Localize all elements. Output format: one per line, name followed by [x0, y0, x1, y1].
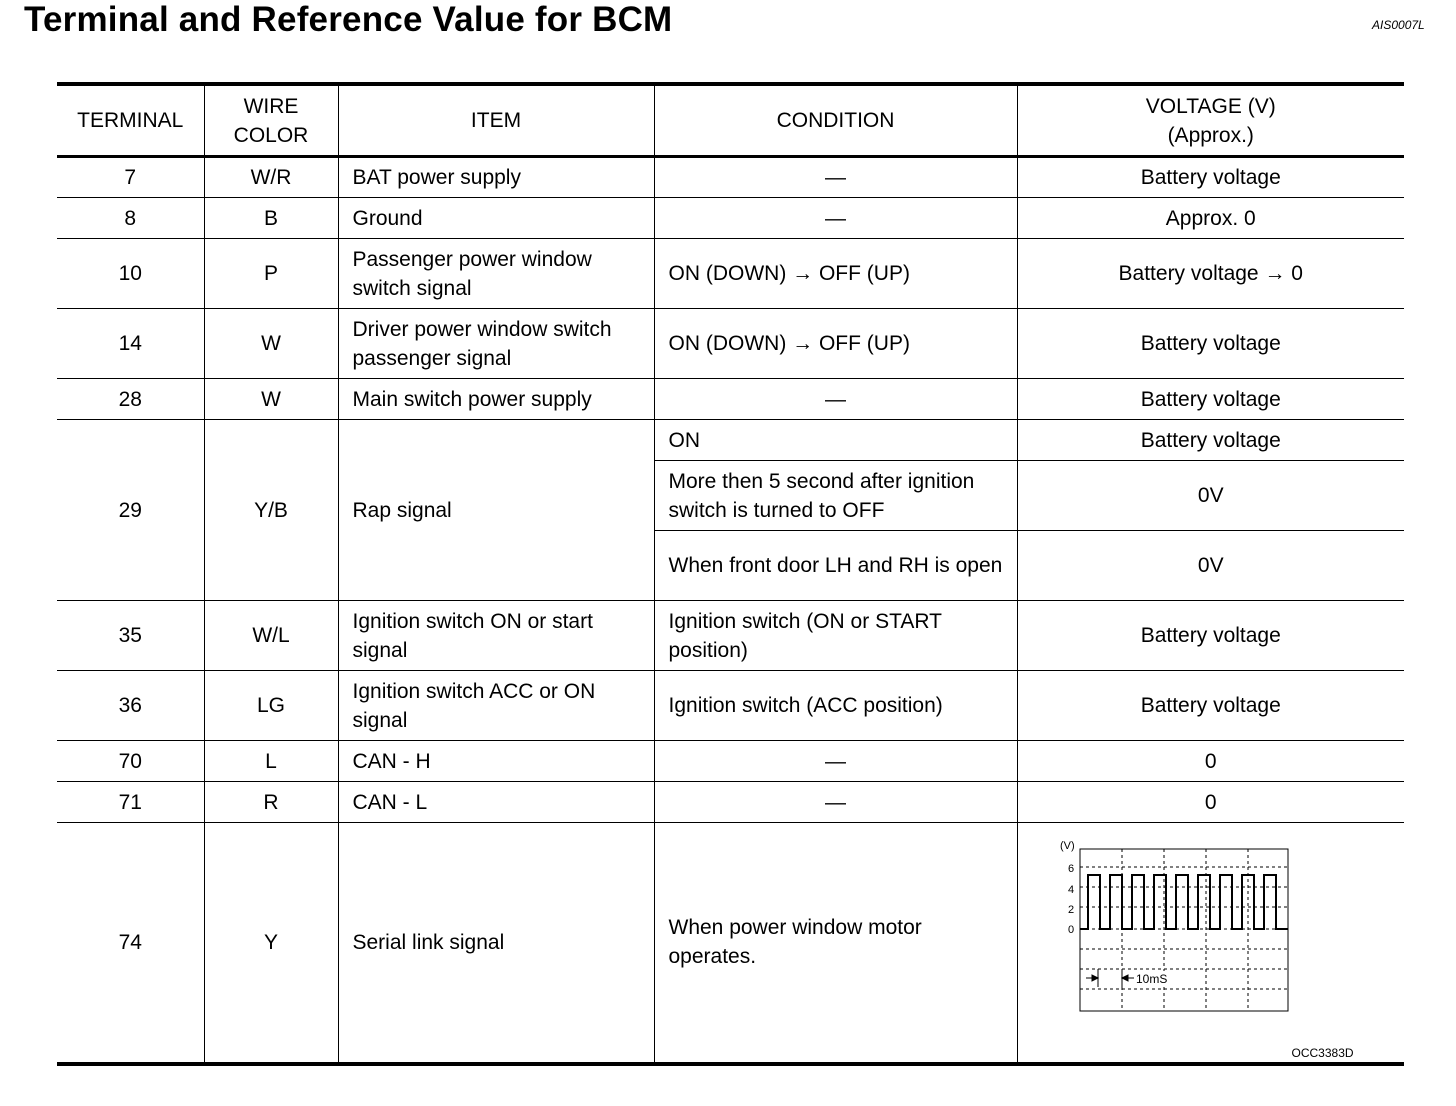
serial-link-waveform: [1058, 837, 1298, 1013]
terminal-cell: 10: [57, 239, 204, 309]
condition-cell: ON (DOWN) → OFF (UP): [654, 309, 1017, 379]
condition-cell: ON (DOWN) → OFF (UP): [654, 239, 1017, 309]
header-condition: CONDITION: [654, 84, 1017, 157]
item-cell: Main switch power supply: [338, 379, 654, 420]
item-cell: CAN - L: [338, 782, 654, 823]
waveform-y-tick: 4: [1067, 884, 1074, 896]
wire-color-cell: W/R: [204, 157, 338, 198]
header-terminal: TERMINAL: [57, 84, 204, 157]
voltage-cell: Battery voltage: [1017, 420, 1404, 461]
header-wire-color: WIRE COLOR: [204, 84, 338, 157]
table-row: [57, 239, 1404, 309]
item-cell: Ground: [338, 198, 654, 239]
voltage-cell: Battery voltage: [1017, 601, 1404, 671]
wire-color-cell: LG: [204, 671, 338, 741]
terminal-cell: 70: [57, 741, 204, 782]
voltage-cell: Approx. 0: [1017, 198, 1404, 239]
table-row: [57, 309, 1404, 379]
wire-color-cell: W: [204, 309, 338, 379]
condition-cell: —: [654, 198, 1017, 239]
voltage-cell: 0: [1017, 782, 1404, 823]
waveform-y-tick: 0: [1067, 924, 1074, 936]
condition-cell: More then 5 second after ignition switch is turned to OFF: [654, 461, 1017, 531]
wire-color-cell: B: [204, 198, 338, 239]
terminal-cell: 8: [57, 198, 204, 239]
table-row: [57, 198, 1404, 239]
terminal-cell: 14: [57, 309, 204, 379]
condition-cell: —: [654, 782, 1017, 823]
voltage-cell: Battery voltage: [1017, 157, 1404, 198]
wire-color-cell: W/L: [204, 601, 338, 671]
terminal-cell: 35: [57, 601, 204, 671]
header-row: [57, 84, 1404, 157]
table-row: [57, 741, 1404, 782]
terminal-cell: 7: [57, 157, 204, 198]
condition-cell: Ignition switch (ACC position): [654, 671, 1017, 741]
waveform-y-tick: 2: [1067, 904, 1074, 916]
time-division-marker: [1086, 969, 1134, 987]
condition-cell: —: [654, 741, 1017, 782]
table-row: [57, 671, 1404, 741]
table-row: [57, 823, 1404, 1064]
document-id: AIS0007L: [1372, 18, 1425, 32]
terminal-cell: 28: [57, 379, 204, 420]
wire-color-cell: Y/B: [204, 420, 338, 601]
wire-color-cell: R: [204, 782, 338, 823]
terminal-cell: 36: [57, 671, 204, 741]
condition-cell: When front door LH and RH is open: [654, 531, 1017, 601]
table-row: [57, 782, 1404, 823]
header-voltage: VOLTAGE (V) (Approx.): [1017, 84, 1404, 157]
table-row: [57, 420, 1404, 461]
item-cell: Passenger power window switch signal: [338, 239, 654, 309]
page-title: Terminal and Reference Value for BCM: [24, 0, 673, 39]
waveform-y-tick: 6: [1067, 863, 1074, 875]
waveform-signal-line: [1080, 875, 1288, 929]
item-cell: Rap signal: [338, 420, 654, 601]
voltage-cell: Battery voltage: [1017, 671, 1404, 741]
wire-color-cell: P: [204, 239, 338, 309]
item-cell: Serial link signal: [338, 823, 654, 1064]
wire-color-cell: Y: [204, 823, 338, 1064]
item-cell: Driver power window switch passenger signal: [338, 309, 654, 379]
condition-cell: —: [654, 379, 1017, 420]
table-row: [57, 601, 1404, 671]
table-row: [57, 157, 1404, 198]
figure-id: OCC3383D: [1291, 1046, 1354, 1060]
voltage-cell: Battery voltage → 0: [1017, 239, 1404, 309]
waveform-time-label: 10mS: [1135, 972, 1167, 986]
table-row: [57, 379, 1404, 420]
voltage-cell: Battery voltage: [1017, 379, 1404, 420]
item-cell: Ignition switch ON or start signal: [338, 601, 654, 671]
voltage-waveform-cell: [1017, 823, 1404, 1064]
voltage-cell: 0: [1017, 741, 1404, 782]
item-cell: CAN - H: [338, 741, 654, 782]
wire-color-cell: W: [204, 379, 338, 420]
condition-cell: Ignition switch (ON or START position): [654, 601, 1017, 671]
reference-table: [57, 82, 1404, 1066]
voltage-cell: Battery voltage: [1017, 309, 1404, 379]
terminal-cell: 74: [57, 823, 204, 1064]
voltage-cell: 0V: [1017, 461, 1404, 531]
voltage-cell: 0V: [1017, 531, 1404, 601]
item-cell: Ignition switch ACC or ON signal: [338, 671, 654, 741]
condition-cell: When power window motor operates.: [654, 823, 1017, 1064]
waveform-unit-label: (V): [1059, 840, 1075, 852]
condition-cell: —: [654, 157, 1017, 198]
terminal-cell: 71: [57, 782, 204, 823]
header-item: ITEM: [338, 84, 654, 157]
item-cell: BAT power supply: [338, 157, 654, 198]
terminal-cell: 29: [57, 420, 204, 601]
condition-cell: ON: [654, 420, 1017, 461]
wire-color-cell: L: [204, 741, 338, 782]
